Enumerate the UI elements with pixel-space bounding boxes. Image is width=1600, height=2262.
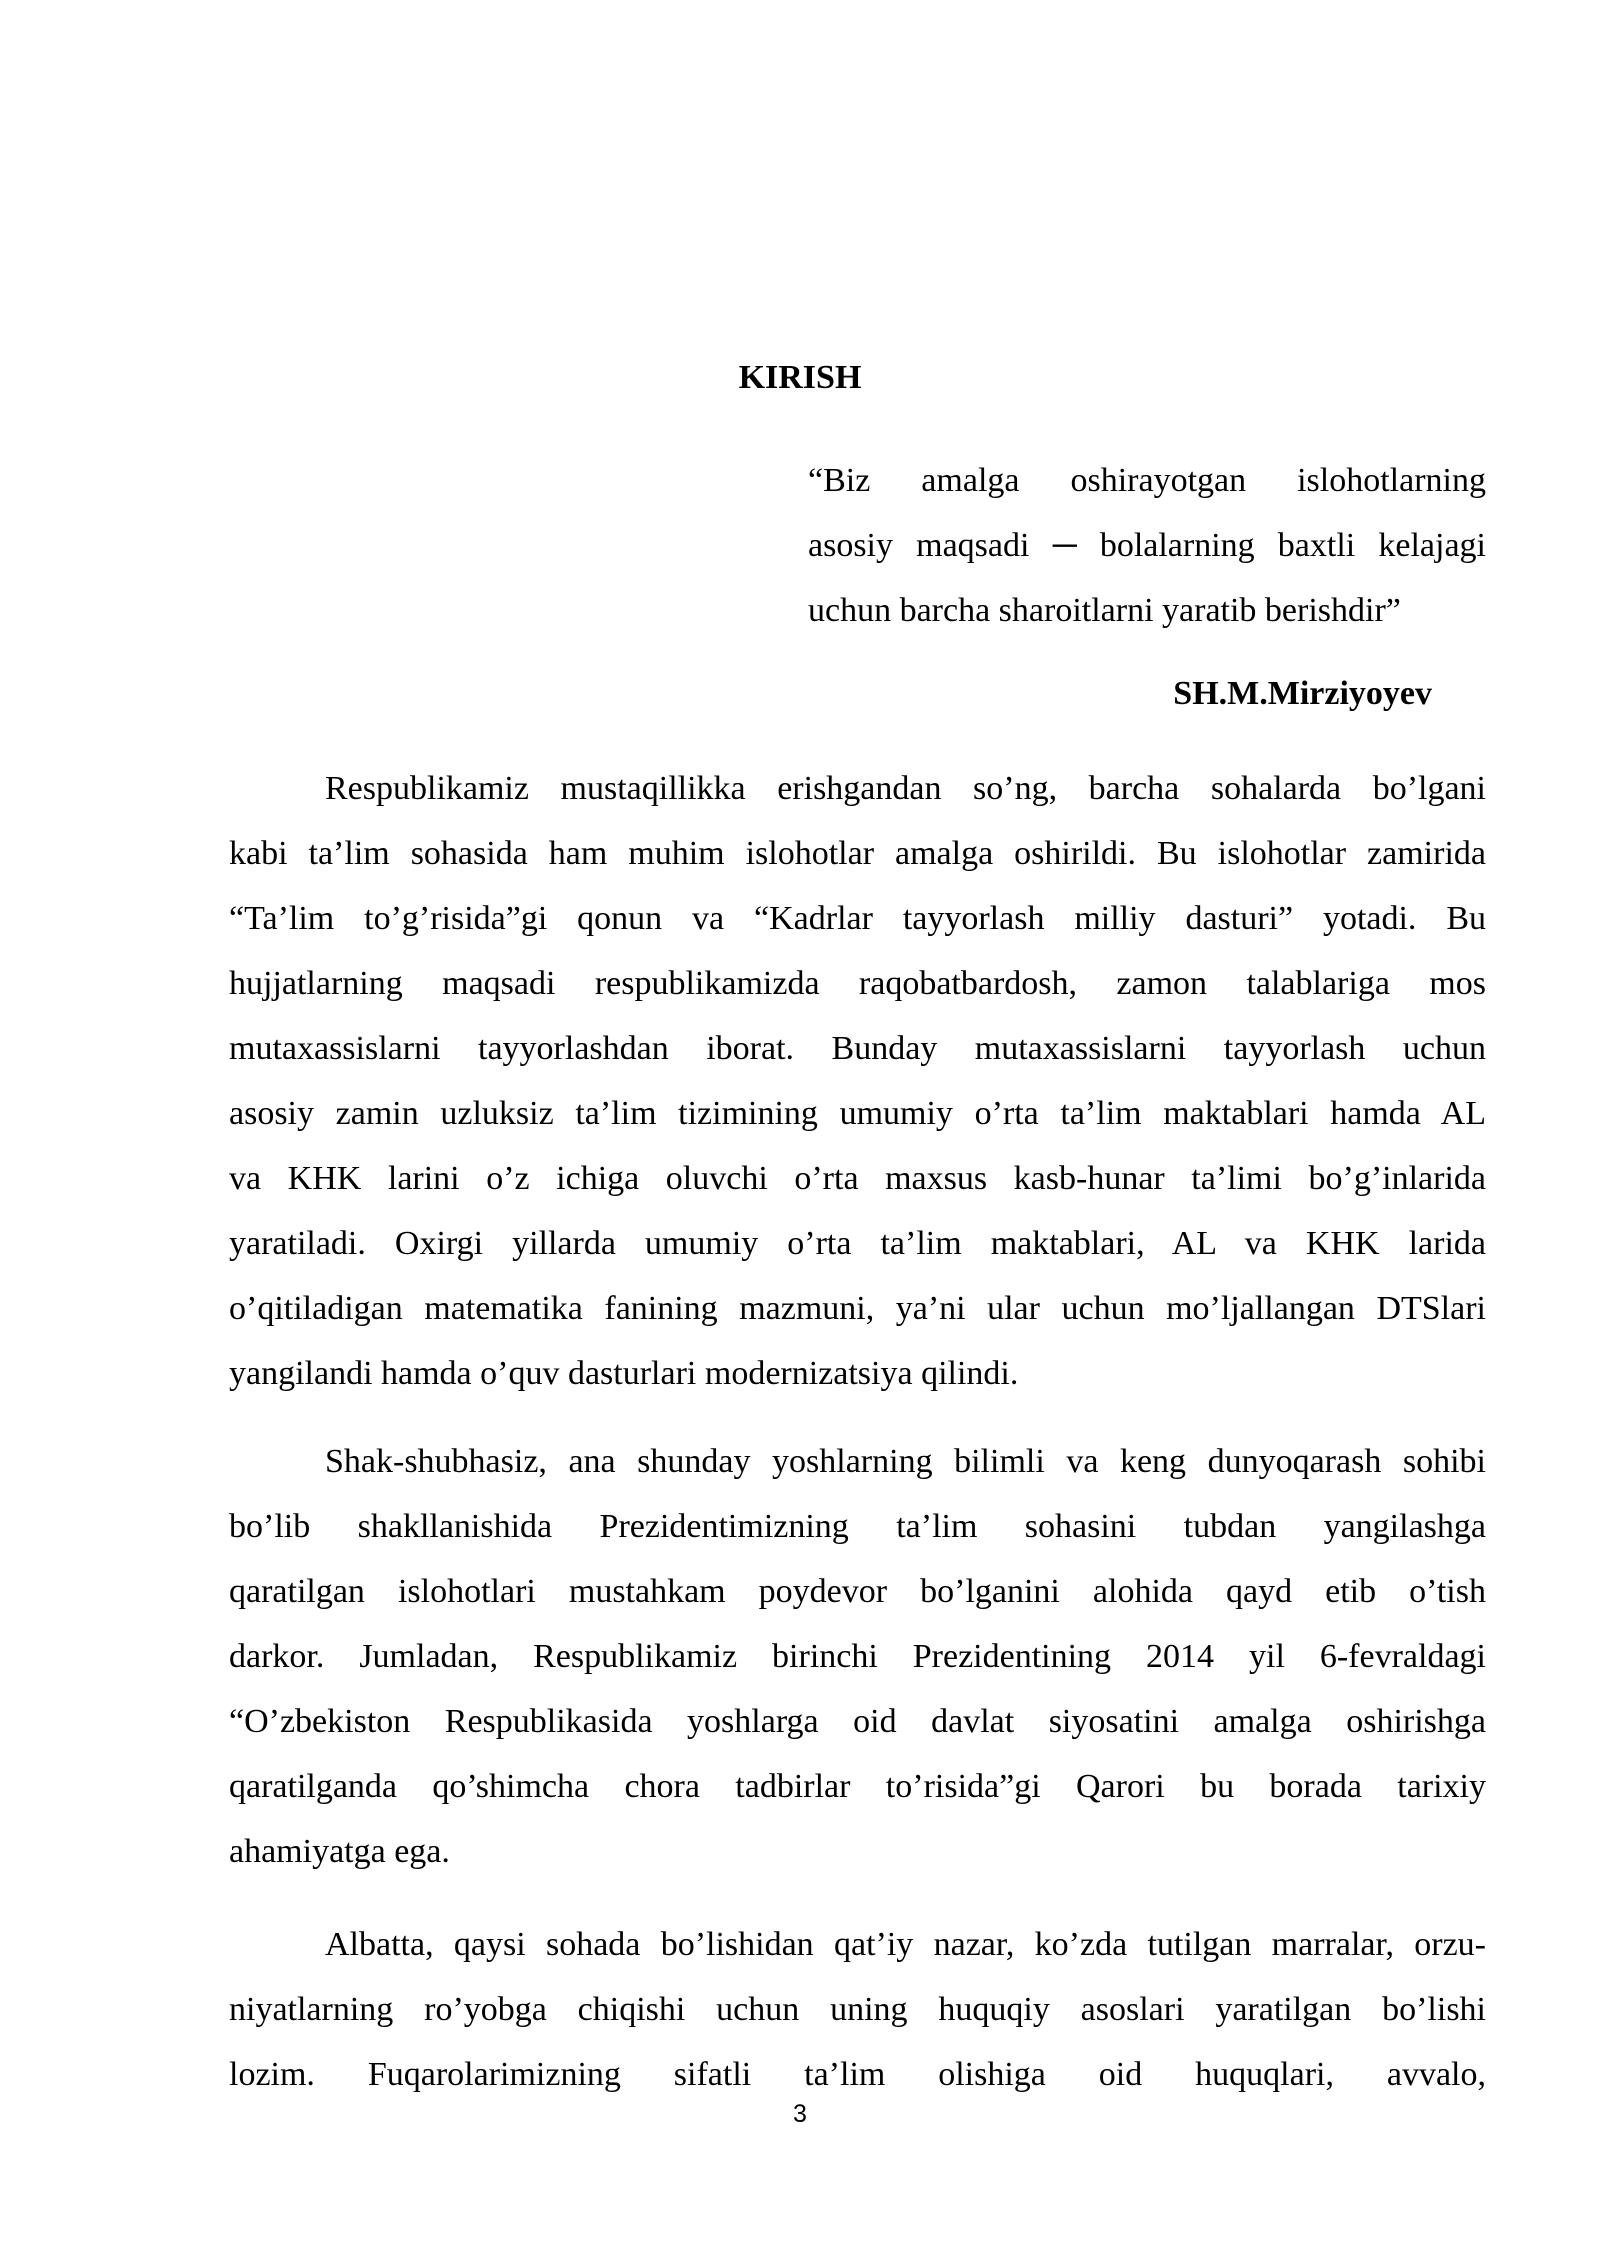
paragraph-line: Albatta, qaysi sohada bo’lishidan qat’iy nazar, ko’zda tutilgan marralar, orzu- [325, 1926, 1486, 1963]
paragraph-line: va KHK larini o’z ichiga oluvchi o’rta maxsus kasb-hunar ta’limi bo’g’inlarida [229, 1160, 1486, 1197]
paragraph-line: ahamiyatga ega. [229, 1833, 450, 1870]
paragraph-line: hujjatlarning maqsadi respublikamizda raqobatbardosh, zamon talablariga mos [229, 965, 1486, 1002]
epigraph-author: SH.M.Mirziyoyev [1173, 675, 1432, 712]
paragraph-line: niyatlarning ro’yobga chiqishi uchun uning huquqiy asoslari yaratilgan bo’lishi [229, 1991, 1486, 2028]
paragraph-line: yaratiladi. Oxirgi yillarda umumiy o’rta ta’lim maktablari, AL va KHK larida [229, 1225, 1486, 1262]
epigraph-line: uchun barcha sharoitlarni yaratib berishdir” [808, 592, 1401, 629]
paragraph-line: mutaxassislarni tayyorlashdan iborat. Bunday mutaxassislarni tayyorlash uchun [229, 1030, 1486, 1067]
epigraph-line: “Biz amalga oshirayotgan islohotlarning [808, 462, 1486, 499]
paragraph-line: asosiy zamin uzluksiz ta’lim tizimining umumiy o’rta ta’lim maktablari hamda AL [229, 1095, 1486, 1132]
paragraph-line: “Ta’lim to’g’risida”gi qonun va “Kadrlar tayyorlash milliy dasturi” yotadi. Bu [229, 900, 1486, 937]
section-heading: KIRISH [738, 359, 862, 396]
paragraph-line: Shak-shubhasiz, ana shunday yoshlarning bilimli va keng dunyoqarash sohibi [325, 1443, 1486, 1480]
paragraph-line: yangilandi hamda o’quv dasturlari modernizatsiya qilindi. [229, 1355, 1019, 1392]
page-number: 3 [793, 2100, 807, 2128]
paragraph-line: darkor. Jumladan, Respublikamiz birinchi Prezidentining 2014 yil 6-fevraldagi [229, 1638, 1486, 1675]
paragraph-line: qaratilganda qo’shimcha chora tadbirlar to’risida”gi Qarori bu borada tarixiy [229, 1768, 1486, 1805]
paragraph-line: o’qitiladigan matematika fanining mazmuni, ya’ni ular uchun mo’ljallangan DTSlari [229, 1290, 1486, 1327]
body-paragraph [229, 756, 1486, 1406]
paragraph-line: “O’zbekiston Respublikasida yoshlarga oid davlat siyosatini amalga oshirishga [229, 1703, 1486, 1740]
paragraph-line: bo’lib shakllanishida Prezidentimizning ta’lim sohasini tubdan yangilashga [229, 1508, 1486, 1545]
paragraph-line: kabi ta’lim sohasida ham muhim islohotlar amalga oshirildi. Bu islohotlar zamirida [229, 835, 1486, 872]
paragraph-line: lozim. Fuqarolarimizning sifatli ta’lim olishiga oid huquqlari, avvalo, [229, 2056, 1486, 2093]
paragraph-line: qaratilgan islohotlari mustahkam poydevor bo’lganini alohida qayd etib o’tish [229, 1573, 1486, 1610]
body-paragraph [229, 1429, 1486, 1884]
body-paragraph [229, 1912, 1486, 2107]
paragraph-line: Respublikamiz mustaqillikka erishgandan so’ng, barcha sohalarda bo’lgani [325, 770, 1486, 807]
epigraph-line: asosiy maqsadi ─ bolalarning baxtli kelajagi [808, 527, 1486, 564]
epigraph-quote [808, 448, 1486, 643]
